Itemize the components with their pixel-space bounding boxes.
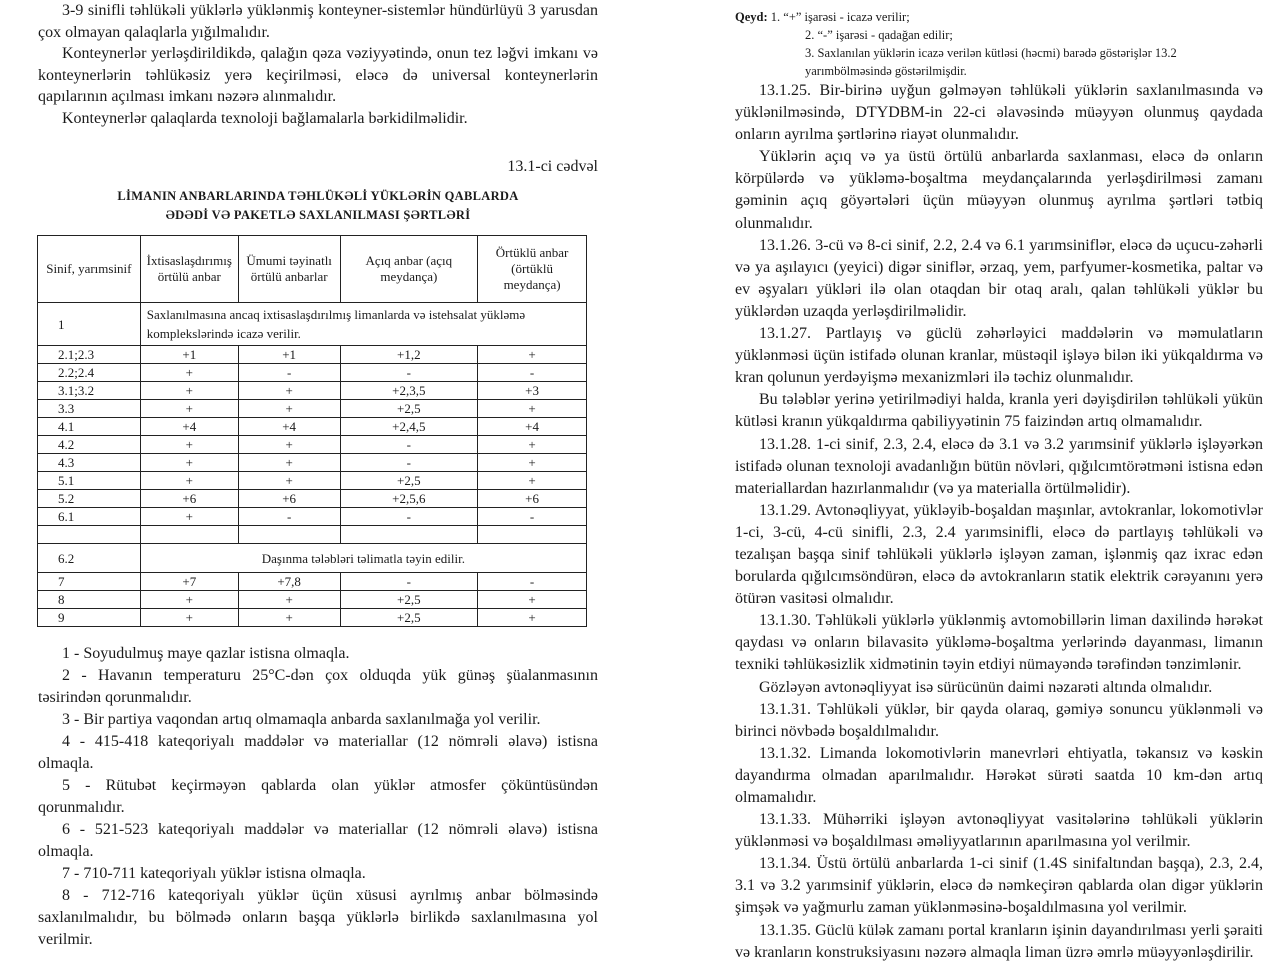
table-cell: + bbox=[238, 400, 340, 418]
footnote: 6 - 521-523 kateqoriyalı maddələr və materiallar (12 nömrəli əlavə) istisna olmaqla. bbox=[38, 821, 598, 861]
footnote: 5 - Rütubət keçirməyən qablarda olan yüklər atmosfer çöküntüsündən qorunmalıdır. bbox=[38, 777, 598, 817]
paragraph: Yüklərin açıq və ya üstü örtülü anbarlarda saxlanması, eləcə də onların körpülərdə və yükləmə-boşaltma meydançalarında yerləşdirilməsi zamanı gəminin açıq göyərtələri üçün müəyyən olunmuş ayrılma şərtləri tətbiq olunmalıdır. bbox=[735, 148, 1263, 232]
footnote: 3 - Bir partiya vaqondan artıq olmamaqla anbarda saxlanılmağa yol verilir. bbox=[62, 711, 541, 729]
table-row bbox=[38, 544, 587, 573]
table-cell: + bbox=[478, 454, 587, 472]
table-row bbox=[38, 364, 587, 382]
table-cell: +6 bbox=[140, 490, 238, 508]
right-page bbox=[735, 0, 1263, 964]
paragraph: 13.1.28. 1-ci sinif, 2.3, 2.4, eləcə də 3.1 və 3.2 yarımsinif yüklərlə işləyərkən istifadə olunan texnoloji avadanlığın bütün növləri, qığılcımtörətməni istisna edən materiallardan hazırlanmalıdır (və ya materialla örtülməlidir). bbox=[735, 435, 1263, 497]
table-title: LİMANIN ANBARLARINDA TƏHLÜKƏLİ YÜKLƏRİN QABLARDA ƏDƏDİ VƏ PAKETLƏ SAXLANILMASI ŞƏRTLƏRİ bbox=[117, 189, 519, 223]
paragraph: 13.1.31. Təhlükəli yüklər, bir qayda olaraq, gəmiyə sonuncu yüklənməli və birinci növbədə boşaldılmalıdır. bbox=[735, 700, 1263, 740]
table-cell: + bbox=[478, 591, 587, 609]
table-cell: +4 bbox=[478, 418, 587, 436]
table-cell: +2,5,6 bbox=[340, 490, 478, 508]
table-cell: - bbox=[340, 508, 478, 526]
table-cell: + bbox=[478, 609, 587, 627]
table-cell: + bbox=[238, 472, 340, 490]
paragraph: 13.1.33. Mühərriki işləyən avtonəqliyyat vasitələrinə təhlükəli yüklərin yüklənməsi və boşaldılması əməliyyatlarının aparılmasına yol verilmir. bbox=[735, 811, 1263, 851]
table-cell: + bbox=[140, 364, 238, 382]
table-cell: 6.1 bbox=[38, 508, 141, 526]
storage-conditions-table bbox=[37, 235, 587, 627]
footnote: 4 - 415-418 kateqoriyalı maddələr və materiallar (12 nömrəli əlavə) istisna olmaqla. bbox=[38, 733, 598, 773]
table-cell: + bbox=[140, 609, 238, 627]
table-cell: +1 bbox=[140, 346, 238, 364]
table-cell: +2,3,5 bbox=[340, 382, 478, 400]
table-cell: 2.2;2.4 bbox=[38, 364, 141, 382]
table-cell bbox=[140, 526, 238, 544]
table-cell: + bbox=[238, 591, 340, 609]
table-row bbox=[38, 382, 587, 400]
table-cell: 7 bbox=[38, 573, 141, 591]
table-cell: 8 bbox=[38, 591, 141, 609]
table-cell: +2,5 bbox=[340, 400, 478, 418]
table-cell bbox=[478, 526, 587, 544]
table-note: Qeyd: 1. “+” işarəsi - icazə verilir; 2. “-” işarəsi - qadağan edilir; 3. Saxlanılan yüklərin icazə verilən kütləsi (həcmi) barədə göstərişlər 13.2 yarımbölməsində göstərilmişdir. bbox=[735, 10, 1177, 78]
table-row bbox=[38, 346, 587, 364]
table-cell: + bbox=[140, 591, 238, 609]
table-cell: +7,8 bbox=[238, 573, 340, 591]
table-cell: +6 bbox=[478, 490, 587, 508]
table-row bbox=[38, 472, 587, 490]
paragraph: 13.1.30. Təhlükəli yüklərlə yüklənmiş avtomobillərin liman daxilində hərəkət qaydası və onların bilavasitə yükləmə-boşaltma yerlərində dayanması, limanın texniki təhlükəsizlik xidmətinin təyin etdiyi nümayəndə tərəfindən tənzimlənir. bbox=[735, 612, 1263, 674]
table-cell: 4.2 bbox=[38, 436, 141, 454]
column-header: Örtüklü anbar (örtüklü meydança) bbox=[478, 236, 587, 303]
table-cell: - bbox=[340, 573, 478, 591]
paragraph: 13.1.32. Limanda lokomotivlərin manevrləri ehtiyatla, təkansız və kəskin dayandırma olmadan aparılmalıdır. Hərəkət sürəti saatda 10 km-dən artıq olmamalıdır. bbox=[735, 744, 1263, 806]
column-header: Ümumi təyinatlı örtülü anbarlar bbox=[238, 236, 340, 303]
table-cell: 5.1 bbox=[38, 472, 141, 490]
table-cell: + bbox=[140, 382, 238, 400]
paragraph: Bu tələblər yerinə yetirilmədiyi halda, kranla yeri dəyişdirilən təhlükəli yükün kütləsi kranın yükqaldırma qabiliyyətinin 75 faizindən artıq olmamalıdır. bbox=[735, 391, 1263, 431]
table-cell: - bbox=[340, 454, 478, 472]
table-cell: Saxlanılmasına ancaq ixtisaslaşdırılmış limanlarda və istehsalat yükləmə komplekslərində icazə verilir. bbox=[140, 303, 586, 346]
table-row bbox=[38, 526, 587, 544]
table-footnotes bbox=[38, 643, 598, 951]
table-cell: - bbox=[340, 364, 478, 382]
table-cell: 3.3 bbox=[38, 400, 141, 418]
regulation-paragraphs bbox=[735, 80, 1263, 964]
table-cell: +2,4,5 bbox=[340, 418, 478, 436]
table-cell: +4 bbox=[238, 418, 340, 436]
table-row bbox=[38, 436, 587, 454]
table-cell: +2,5 bbox=[340, 609, 478, 627]
footnote: 7 - 710-711 kateqoriyalı yüklər istisna olmaqla. bbox=[62, 865, 366, 883]
table-cell: + bbox=[478, 400, 587, 418]
table-cell: +2,5 bbox=[340, 472, 478, 490]
table-cell: +7 bbox=[140, 573, 238, 591]
table-cell: + bbox=[140, 508, 238, 526]
table-row bbox=[38, 508, 587, 526]
table-cell: 6.2 bbox=[38, 544, 141, 573]
paragraph: 13.1.34. Üstü örtülü anbarlarda 1-ci sinif (1.4S sinifaltından başqa), 2.3, 2.4, 3.1 və 3.2 yarımsinif yüklərin, eləcə də nəmkeçirən qablarda olan digər yüklərin şimşək və yağmurlu zaman yüklənməsinə-boşaldılmasına yol verilmir. bbox=[735, 855, 1263, 917]
table-cell: - bbox=[478, 364, 587, 382]
table-cell: - bbox=[478, 508, 587, 526]
paragraph: 13.1.26. 3-cü və 8-ci sinif, 2.2, 2.4 və 6.1 yarımsiniflər, eləcə də uçucu-zəhərli və ya aşılayıcı (yeyici) digər siniflər, ərzaq, yem, parfyumer-kosmetika, paltar və ev əşyaları yükləri ilə olan otaqdan bir otaq aralı, qalan təhlükəli yüklər bu yüklərdən uzaqda yerləşdirilməlidir. bbox=[735, 236, 1263, 320]
paragraph: 13.1.29. Avtonəqliyyat, yükləyib-boşaldan maşınlar, avtokranlar, lokomotivlər 1-ci, 3-cü, 4-cü sinifli, 2.3, 2.4 yarımsinifli, eləcə də partlayış təhlükəli və tezalışan başqa sinif təhlükəli yüklərlə işləyən zaman, işlənmiş qaz ixrac edən borularda qığılcımsöndürən, eləcə də avtokranların statik elektrik cərəyanını yerə ötürən vasitəsi olmalıdır. bbox=[735, 501, 1263, 608]
table-cell: + bbox=[238, 454, 340, 472]
table-cell bbox=[340, 526, 478, 544]
table-cell: + bbox=[478, 436, 587, 454]
table-row bbox=[38, 490, 587, 508]
table-cell: 1 bbox=[38, 303, 141, 346]
table-cell: 9 bbox=[38, 609, 141, 627]
table-cell: + bbox=[238, 436, 340, 454]
table-cell: +3 bbox=[478, 382, 587, 400]
table-row bbox=[38, 609, 587, 627]
table-row bbox=[38, 591, 587, 609]
table-row bbox=[38, 573, 587, 591]
paragraph: 13.1.25. Bir-birinə uyğun gəlməyən təhlükəli yüklərin saxlanılmasında və yüklənilməsində, DTYDBM-in 22-ci əlavəsində müəyyən olunmuş qaydada onların ayrılma şərtlərinə riayət olunmalıdır. bbox=[735, 82, 1263, 144]
table-row bbox=[38, 400, 587, 418]
table-cell: + bbox=[140, 472, 238, 490]
table-row bbox=[38, 303, 587, 346]
paragraph: 3-9 sinifli təhlükəli yüklərlə yüklənmiş konteyner-sistemlər hündürlüyü 3 yarusdan çox olmayan qalaqlarla yığılmalıdır. bbox=[38, 2, 598, 41]
table-cell: - bbox=[238, 364, 340, 382]
footnote: 8 - 712-716 kateqoriyalı yüklər üçün xüsusi ayrılmış anbar bölməsində saxlanılmalıdır, bu bölmədə onların başqa yüklərlə birlikdə saxlanılmasına yol verilmir. bbox=[38, 887, 598, 949]
table-row bbox=[38, 236, 587, 303]
table-cell: + bbox=[140, 400, 238, 418]
table-cell: 4.3 bbox=[38, 454, 141, 472]
table-cell: + bbox=[478, 346, 587, 364]
table-cell: + bbox=[140, 436, 238, 454]
table-cell: +1 bbox=[238, 346, 340, 364]
paragraph: Gözləyən avtonəqliyyat isə sürücünün daimi nəzarəti altında olmalıdır. bbox=[759, 678, 1213, 696]
table-cell bbox=[38, 526, 141, 544]
table-cell: + bbox=[238, 382, 340, 400]
table-cell: - bbox=[478, 573, 587, 591]
table-cell: + bbox=[238, 609, 340, 627]
column-header: Açıq anbar (açıq meydança) bbox=[340, 236, 478, 303]
paragraph: 13.1.35. Güclü külək zamanı portal kranların işinin dayandırılması yerli şəraiti və kranların konstruksiyasını nəzərə almaqla liman üzrə əmrlə müəyyənləşdirilir. bbox=[735, 921, 1263, 961]
left-page bbox=[38, 0, 598, 951]
column-header: Sinif, yarımsinif bbox=[38, 236, 141, 303]
table-cell bbox=[238, 526, 340, 544]
table-cell: - bbox=[340, 436, 478, 454]
table-cell: 2.1;2.3 bbox=[38, 346, 141, 364]
table-cell: 4.1 bbox=[38, 418, 141, 436]
paragraph: Konteynerlər yerləşdirildikdə, qalağın qəza vəziyyətində, onun tez ləğvi imkanı və konteynerlərin təhlükəsiz yerə keçirilməsi, eləcə də universal konteynerlərin qapılarının açılması imkanı nəzərə alınmalıdır. bbox=[38, 45, 598, 106]
table-cell: + bbox=[478, 472, 587, 490]
table-cell: 5.2 bbox=[38, 490, 141, 508]
paragraph: Konteynerlər qalaqlarda texnoloji bağlamalarla bərkidilməlidir. bbox=[62, 109, 468, 127]
table-cell: +2,5 bbox=[340, 591, 478, 609]
table-cell: +6 bbox=[238, 490, 340, 508]
table-cell: + bbox=[140, 454, 238, 472]
table-number: 13.1-ci cədvəl bbox=[507, 157, 598, 175]
table-cell: +4 bbox=[140, 418, 238, 436]
table-cell: +1,2 bbox=[340, 346, 478, 364]
table-cell: Daşınma tələbləri təlimatla təyin edilir. bbox=[140, 544, 586, 573]
paragraph: 13.1.27. Partlayış və güclü zəhərləyici maddələrin və məmulatların yüklənməsi üçün istifadə olunan kranlar, müstəqil işləyə bilən iki yükqaldırma və kran qolunun yerdəyişmə mexanizmləri ilə təchiz olunmalıdır. bbox=[735, 325, 1263, 387]
table-cell: - bbox=[238, 508, 340, 526]
footnote: 1 - Soyudulmuş maye qazlar istisna olmaqla. bbox=[62, 645, 350, 663]
column-header: İxtisaslaşdırımış örtülü anbar bbox=[140, 236, 238, 303]
table-row bbox=[38, 454, 587, 472]
intro-paragraphs bbox=[38, 0, 598, 130]
table-cell: 3.1;3.2 bbox=[38, 382, 141, 400]
footnote: 2 - Havanın temperaturu 25°C-dən çox olduqda yük günəş şüalanmasının təsirindən qorunmalıdır. bbox=[38, 667, 598, 707]
table-row bbox=[38, 418, 587, 436]
